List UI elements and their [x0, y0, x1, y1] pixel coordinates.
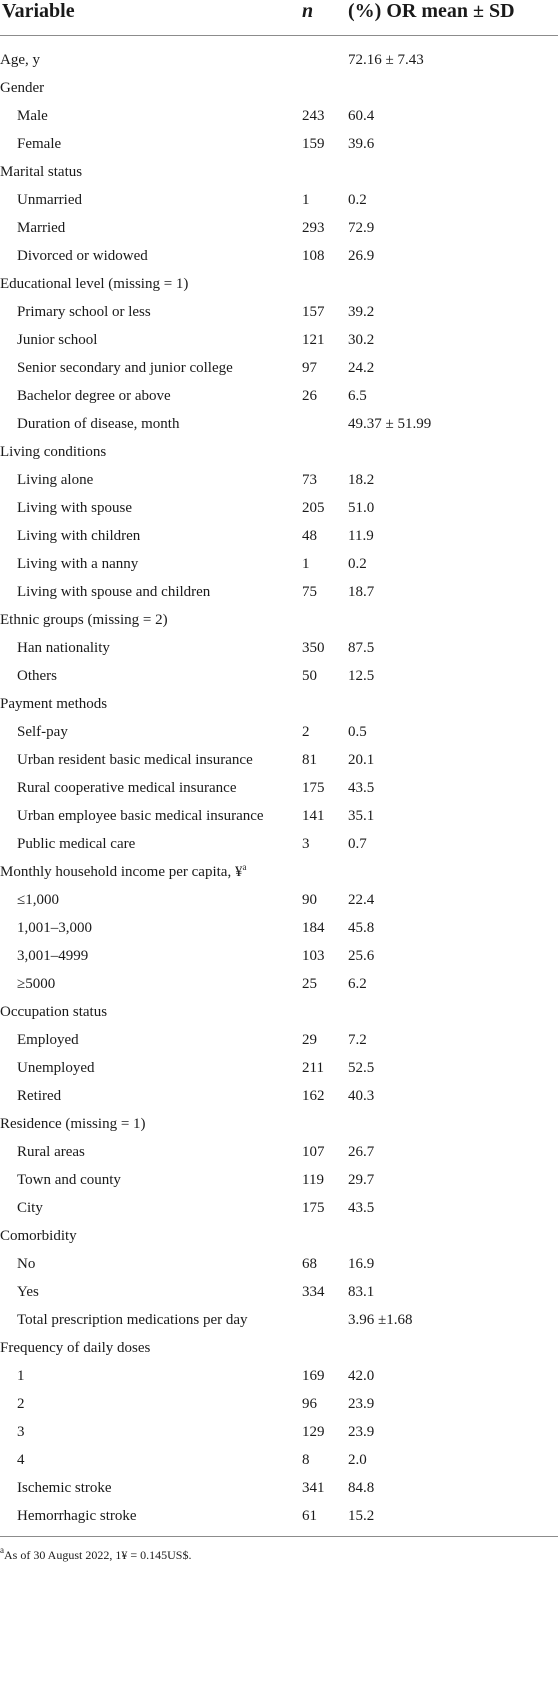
- row-label: [0, 1222, 77, 1250]
- row-label-text: No: [17, 1256, 36, 1272]
- row-label: [17, 242, 148, 270]
- row-label-text: Duration of disease, month: [17, 416, 180, 432]
- row-n: 29: [302, 1032, 317, 1048]
- row-label: [0, 1334, 150, 1362]
- row-label-text: Divorced or widowed: [17, 248, 148, 264]
- row-value: 15.2: [348, 1508, 375, 1524]
- row-label: [17, 578, 210, 606]
- row-label: [17, 326, 97, 354]
- row-label-text: Town and county: [17, 1172, 121, 1188]
- table-row: [0, 326, 558, 354]
- table-row: [0, 858, 558, 886]
- row-n: 293: [302, 220, 325, 236]
- row-value: 0.2: [348, 556, 367, 572]
- row-n: 73: [302, 472, 317, 488]
- row-label: [17, 746, 253, 774]
- row-label-text: Comorbidity: [0, 1228, 77, 1244]
- header-variable: Variable: [2, 0, 75, 22]
- row-label: [17, 1278, 39, 1306]
- row-n: 81: [302, 752, 317, 768]
- row-value: 18.7: [348, 584, 375, 600]
- row-n: 90: [302, 892, 317, 908]
- row-n: 141: [302, 808, 325, 824]
- row-value: 22.4: [348, 892, 375, 908]
- row-value: 83.1: [348, 1284, 375, 1300]
- row-n: 175: [302, 1200, 325, 1216]
- row-label: [17, 1474, 112, 1502]
- footnote-text: As of 30 August 2022, 1¥ = 0.145US$.: [4, 1548, 192, 1562]
- row-n: 243: [302, 108, 325, 124]
- row-label-text: ≥5000: [17, 976, 56, 992]
- row-label-text: ≤1,000: [17, 892, 59, 908]
- table-row: [0, 1278, 558, 1306]
- row-n: 1: [302, 192, 310, 208]
- header-percent-or-mean: (%) OR mean ± SD: [348, 0, 515, 22]
- table-row: [0, 774, 558, 802]
- table-header: [0, 0, 558, 34]
- row-value: 43.5: [348, 1200, 375, 1216]
- row-value: 84.8: [348, 1480, 375, 1496]
- table-row: [0, 46, 558, 74]
- row-value: 43.5: [348, 780, 375, 796]
- row-label-text: Female: [17, 136, 62, 152]
- row-label: [17, 214, 65, 242]
- row-label: [17, 634, 110, 662]
- table-row: [0, 1166, 558, 1194]
- row-value: 42.0: [348, 1368, 375, 1384]
- row-label-text: Married: [17, 220, 66, 236]
- row-label: [17, 1082, 61, 1110]
- header-n: n: [302, 0, 314, 22]
- row-label: [0, 438, 106, 466]
- row-label: [17, 1502, 137, 1530]
- row-n: 26: [302, 388, 317, 404]
- row-n: 129: [302, 1424, 325, 1440]
- table-row: [0, 1138, 558, 1166]
- row-label-text: Self-pay: [17, 724, 68, 740]
- row-value: 60.4: [348, 108, 375, 124]
- row-label: [17, 1250, 35, 1278]
- row-n: 107: [302, 1144, 325, 1160]
- table-row: [0, 186, 558, 214]
- table-row: [0, 1250, 558, 1278]
- row-value: 23.9: [348, 1424, 375, 1440]
- row-value: 72.16 ± 7.43: [348, 52, 424, 68]
- row-n: 341: [302, 1480, 325, 1496]
- row-label-text: Yes: [17, 1284, 39, 1300]
- row-value: 23.9: [348, 1396, 375, 1412]
- row-label: [0, 606, 168, 634]
- row-label: [0, 74, 44, 102]
- row-n: 108: [302, 248, 325, 264]
- row-n: 162: [302, 1088, 325, 1104]
- row-label-text: 1: [17, 1368, 25, 1384]
- row-label-text: Living conditions: [0, 444, 107, 460]
- row-n: 175: [302, 780, 325, 796]
- row-value: 3.96 ±1.68: [348, 1312, 413, 1328]
- footnote-ref: a: [242, 862, 247, 872]
- row-label: [0, 1110, 146, 1138]
- row-value: 29.7: [348, 1172, 375, 1188]
- row-n: 205: [302, 500, 325, 516]
- table-row: [0, 438, 558, 466]
- row-label: [17, 662, 57, 690]
- row-label-text: Others: [17, 668, 57, 684]
- table-row: [0, 1194, 558, 1222]
- row-n: 184: [302, 920, 325, 936]
- row-label-text: 3: [17, 1424, 25, 1440]
- table-body: [0, 46, 558, 1530]
- row-n: 61: [302, 1508, 317, 1524]
- row-label-text: Employed: [17, 1032, 79, 1048]
- row-n: 48: [302, 528, 317, 544]
- table-row: [0, 914, 558, 942]
- header-divider: [0, 35, 558, 36]
- row-label-text: Living with a nanny: [17, 556, 139, 572]
- table-row: [0, 998, 558, 1026]
- row-label: [17, 410, 179, 438]
- row-value: 72.9: [348, 220, 375, 236]
- row-n: 119: [302, 1172, 324, 1188]
- table-row: [0, 410, 558, 438]
- row-label-text: Primary school or less: [17, 304, 151, 320]
- row-label-text: Educational level (missing = 1): [0, 276, 189, 292]
- row-label-text: 3,001–4999: [17, 948, 89, 964]
- table-row: [0, 1362, 558, 1390]
- row-value: 26.9: [348, 248, 375, 264]
- row-label-text: Urban employee basic medical insurance: [17, 808, 264, 824]
- row-label: [17, 1054, 94, 1082]
- row-label-text: Han nationality: [17, 640, 110, 656]
- row-label: [0, 998, 107, 1026]
- row-n: 334: [302, 1284, 325, 1300]
- footnote: [0, 1545, 192, 1563]
- row-label: [0, 270, 188, 298]
- row-value: 39.6: [348, 136, 375, 152]
- row-label: [17, 466, 93, 494]
- row-n: 2: [302, 724, 310, 740]
- row-label-text: Bachelor degree or above: [17, 388, 171, 404]
- table-row: [0, 158, 558, 186]
- table-row: [0, 1222, 558, 1250]
- row-value: 11.9: [348, 528, 374, 544]
- row-value: 6.5: [348, 388, 367, 404]
- row-label-text: 4: [17, 1452, 25, 1468]
- row-value: 6.2: [348, 976, 367, 992]
- table-row: [0, 74, 558, 102]
- row-label-text: City: [17, 1200, 43, 1216]
- table-row: [0, 130, 558, 158]
- table-row: [0, 1418, 558, 1446]
- table-row: [0, 270, 558, 298]
- row-value: 35.1: [348, 808, 375, 824]
- row-label: [0, 158, 82, 186]
- table-row: [0, 1110, 558, 1138]
- row-label-text: Living with children: [17, 528, 141, 544]
- row-label: [17, 830, 135, 858]
- table-row: [0, 1026, 558, 1054]
- row-n: 211: [302, 1060, 324, 1076]
- row-label: [17, 802, 264, 830]
- row-n: 68: [302, 1256, 317, 1272]
- row-n: 169: [302, 1368, 325, 1384]
- row-label: [17, 774, 237, 802]
- row-n: 3: [302, 836, 310, 852]
- row-label-text: Ischemic stroke: [17, 1480, 112, 1496]
- row-label: [17, 550, 138, 578]
- row-label-text: Retired: [17, 1088, 62, 1104]
- table-row: [0, 522, 558, 550]
- row-label-text: Gender: [0, 80, 45, 96]
- row-label-text: Rural areas: [17, 1144, 85, 1160]
- table-row: [0, 942, 558, 970]
- row-value: 0.7: [348, 836, 367, 852]
- row-label: [17, 942, 88, 970]
- row-value: 40.3: [348, 1088, 375, 1104]
- row-label-text: Total prescription medications per day: [17, 1312, 248, 1328]
- table-row: [0, 634, 558, 662]
- table-row: [0, 550, 558, 578]
- row-label: [0, 690, 107, 718]
- row-value: 39.2: [348, 304, 375, 320]
- row-label: [17, 1390, 25, 1418]
- row-label: [17, 886, 59, 914]
- table-row: [0, 1446, 558, 1474]
- row-label-text: Urban resident basic medical insurance: [17, 752, 253, 768]
- row-label-text: 1,001–3,000: [17, 920, 92, 936]
- row-value: 7.2: [348, 1032, 367, 1048]
- row-label: [17, 718, 68, 746]
- table-row: [0, 662, 558, 690]
- row-value: 45.8: [348, 920, 375, 936]
- row-label-text: Age, y: [0, 52, 40, 68]
- row-value: 25.6: [348, 948, 375, 964]
- row-n: 1: [302, 556, 310, 572]
- row-value: 49.37 ± 51.99: [348, 416, 432, 432]
- row-label-text: Junior school: [17, 332, 98, 348]
- row-n: 25: [302, 976, 317, 992]
- row-label: [0, 46, 40, 74]
- row-n: 103: [302, 948, 325, 964]
- table-row: [0, 802, 558, 830]
- row-value: 20.1: [348, 752, 375, 768]
- table-row: [0, 970, 558, 998]
- row-label: [17, 298, 151, 326]
- row-label: [17, 1418, 25, 1446]
- row-label: [17, 1446, 25, 1474]
- row-label: [17, 494, 132, 522]
- table-row: [0, 1390, 558, 1418]
- row-label: [17, 354, 233, 382]
- row-label-text: Occupation status: [0, 1004, 108, 1020]
- table-row: [0, 1054, 558, 1082]
- row-n: 157: [302, 304, 325, 320]
- table-row: [0, 1306, 558, 1334]
- table-row: [0, 718, 558, 746]
- row-value: 26.7: [348, 1144, 375, 1160]
- row-label-text: Unemployed: [17, 1060, 95, 1076]
- table-row: [0, 830, 558, 858]
- row-n: 8: [302, 1452, 310, 1468]
- row-label-text: Public medical care: [17, 836, 136, 852]
- row-label: [17, 1166, 121, 1194]
- row-label: [17, 130, 61, 158]
- row-label-text: Payment methods: [0, 696, 108, 712]
- row-label-text: Monthly household income per capita, ¥: [0, 864, 243, 880]
- table-row: [0, 298, 558, 326]
- row-label: [17, 382, 171, 410]
- row-n: 121: [302, 332, 325, 348]
- table-row: [0, 214, 558, 242]
- row-label: [0, 858, 246, 886]
- row-value: 0.5: [348, 724, 367, 740]
- row-n: 350: [302, 640, 325, 656]
- row-label-text: Senior secondary and junior college: [17, 360, 233, 376]
- table-row: [0, 466, 558, 494]
- row-label-text: Hemorrhagic stroke: [17, 1508, 137, 1524]
- row-n: 97: [302, 360, 317, 376]
- row-label-text: Frequency of daily doses: [0, 1340, 151, 1356]
- row-value: 2.0: [348, 1452, 367, 1468]
- row-value: 52.5: [348, 1060, 375, 1076]
- row-value: 18.2: [348, 472, 375, 488]
- table-row: [0, 1502, 558, 1530]
- row-n: 50: [302, 668, 317, 684]
- row-label: [17, 1138, 85, 1166]
- table-row: [0, 354, 558, 382]
- row-label-text: Marital status: [0, 164, 83, 180]
- row-n: 96: [302, 1396, 317, 1412]
- row-label-text: Living alone: [17, 472, 94, 488]
- table-row: [0, 242, 558, 270]
- row-label-text: Ethnic groups (missing = 2): [0, 612, 168, 628]
- row-label-text: 2: [17, 1396, 25, 1412]
- table-row: [0, 494, 558, 522]
- row-label: [17, 970, 55, 998]
- row-value: 16.9: [348, 1256, 375, 1272]
- table-row: [0, 1082, 558, 1110]
- table-row: [0, 690, 558, 718]
- row-value: 30.2: [348, 332, 375, 348]
- row-label-text: Unmarried: [17, 192, 82, 208]
- table-row: [0, 1334, 558, 1362]
- row-label-text: Living with spouse: [17, 500, 132, 516]
- table-row: [0, 886, 558, 914]
- table-row: [0, 1474, 558, 1502]
- row-label: [17, 522, 140, 550]
- row-value: 0.2: [348, 192, 367, 208]
- row-value: 12.5: [348, 668, 375, 684]
- row-label: [17, 914, 92, 942]
- row-label-text: Rural cooperative medical insurance: [17, 780, 237, 796]
- footnote-mark: a: [0, 1545, 4, 1555]
- table-row: [0, 102, 558, 130]
- row-label: [17, 102, 48, 130]
- table-row: [0, 606, 558, 634]
- row-n: 75: [302, 584, 317, 600]
- row-label-text: Male: [17, 108, 48, 124]
- row-value: 87.5: [348, 640, 375, 656]
- table-row: [0, 382, 558, 410]
- row-label: [17, 1306, 248, 1334]
- table-row: [0, 578, 558, 606]
- row-label-text: Living with spouse and children: [17, 584, 211, 600]
- row-label: [17, 186, 82, 214]
- table-bottom-divider: [0, 1536, 558, 1537]
- row-label: [17, 1194, 43, 1222]
- row-value: 24.2: [348, 360, 375, 376]
- row-label: [17, 1026, 79, 1054]
- row-value: 51.0: [348, 500, 375, 516]
- table-row: [0, 746, 558, 774]
- row-label: [17, 1362, 25, 1390]
- row-n: 159: [302, 136, 325, 152]
- row-label-text: Residence (missing = 1): [0, 1116, 146, 1132]
